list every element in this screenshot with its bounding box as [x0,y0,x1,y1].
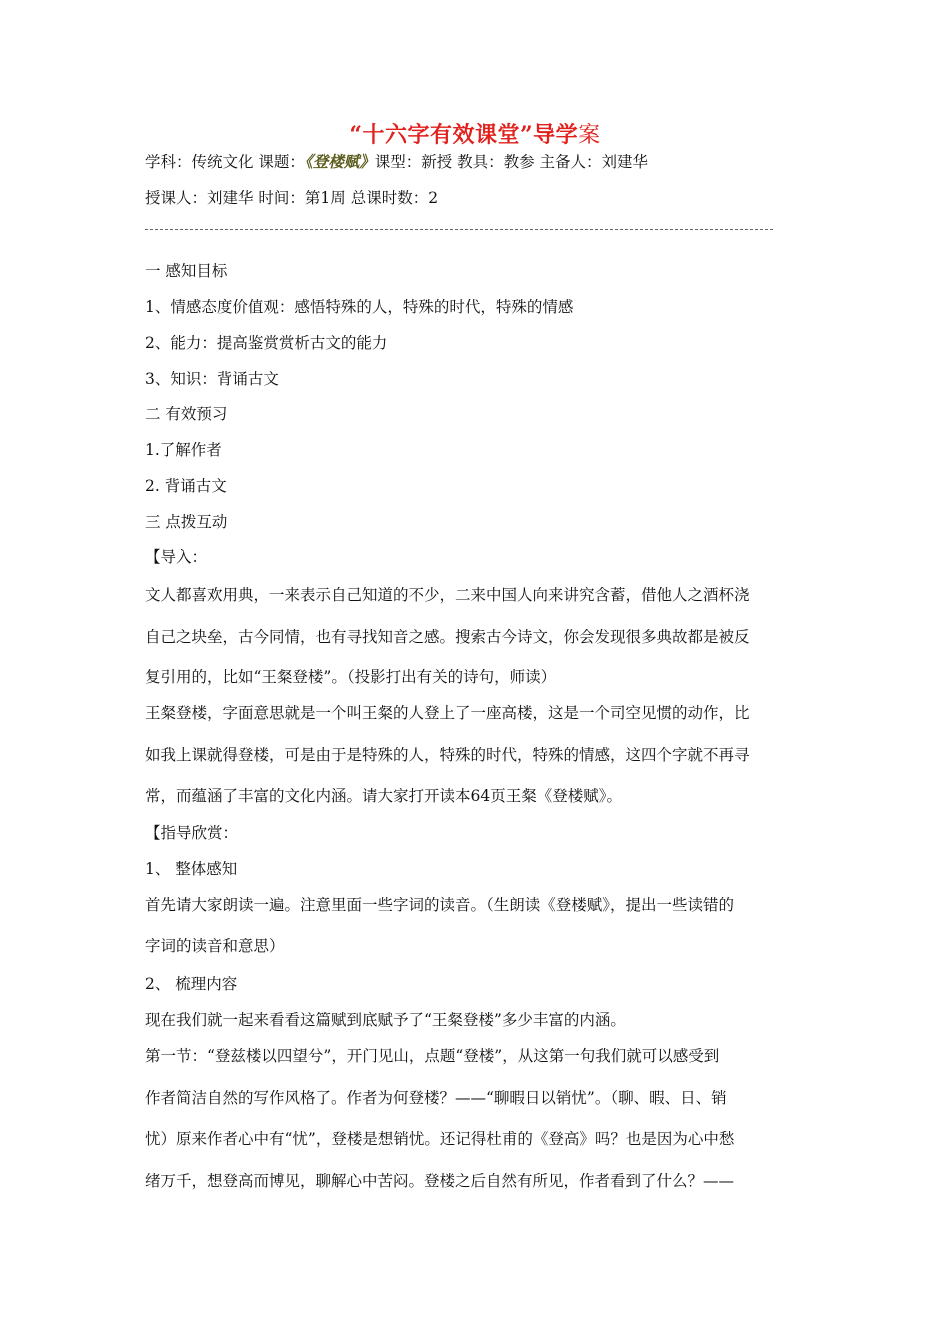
paragraph-line: 第一节：“登兹楼以四望兮”，开门见山，点题“登楼”，从这第一句我们就可以感受到 [145,1047,720,1065]
text-line: 1.了解作者 [145,441,222,459]
text-line: 1、情感态度价值观：感悟特殊的人，特殊的时代，特殊的情感 [145,298,574,316]
separator-line [145,229,773,230]
header-line-1 [145,152,825,172]
section-heading: 二 有效预习 [145,405,228,423]
title-last-char: 案 [578,123,601,148]
header-type: 课型：新授 教具：教参 主备人：刘建华 [374,153,649,171]
paragraph-line: 现在我们就一起来看看这篇赋到底赋予了“王粲登楼”多少丰富的内涵。 [145,1011,626,1029]
text-line: 2、 梳理内容 [145,975,238,993]
paragraph-line: 常，而蕴涵了丰富的文化内涵。请大家打开读本64页王粲《登楼赋》。 [145,787,622,805]
header-subject-label: 学科：传统文化 课题： [145,153,305,171]
paragraph-line: 自己之块垒，古今同情，也有寻找知音之感。搜索古今诗文，你会发现很多典故都是被反 [145,628,750,646]
header-topic: 《登楼赋》 [304,152,375,171]
paragraph-line: 作者简洁自然的写作风格了。作者为何登楼？——“聊暇日以销忧”。（聊、暇、日、销 [145,1089,727,1107]
subsection-heading: 【指导欣赏： [145,824,239,842]
text-line: 2. 背诵古文 [145,477,227,495]
section-heading: 一 感知目标 [145,262,228,280]
paragraph-line: 忧）原来作者心中有“忧”，登楼是想销忧。还记得杜甫的《登高》吗？也是因为心中愁 [145,1130,735,1148]
paragraph-line: 绪万千，想登高而博见，聊解心中苦闷。登楼之后自然有所见，作者看到了什么？—— [145,1172,735,1190]
text-line: 1、 整体感知 [145,860,238,878]
paragraph-line: 字词的读音和意思） [145,937,285,955]
title-main: “十六字有效课堂”导学 [349,122,579,148]
paragraph-line: 复引用的，比如“王粲登楼”。（投影打出有关的诗句，师读） [145,668,557,686]
paragraph-line: 首先请大家朗读一遍。注意里面一些字词的读音。（生朗读《登楼赋》，提出一些读错的 [145,896,735,914]
text-line: 2、能力：提高鉴赏赏析古文的能力 [145,334,388,352]
paragraph-line: 如我上课就得登楼，可是由于是特殊的人，特殊的时代，特殊的情感，这四个字就不再寻 [145,746,750,764]
paragraph-line: 王粲登楼，字面意思就是一个叫王粲的人登上了一座高楼，这是一个司空见惯的动作，比 [145,704,750,722]
document-title [0,118,950,149]
text-line: 3、知识：背诵古文 [145,370,279,388]
subsection-heading: 【导入： [145,548,208,566]
header-line-2: 授课人：刘建华 时间：第1周 总课时数：2 [145,189,439,207]
paragraph-line: 文人都喜欢用典，一来表示自己知道的不少，二来中国人向来讲究含蓄，借他人之酒杯浇 [145,586,750,604]
section-heading: 三 点拨互动 [145,513,228,531]
